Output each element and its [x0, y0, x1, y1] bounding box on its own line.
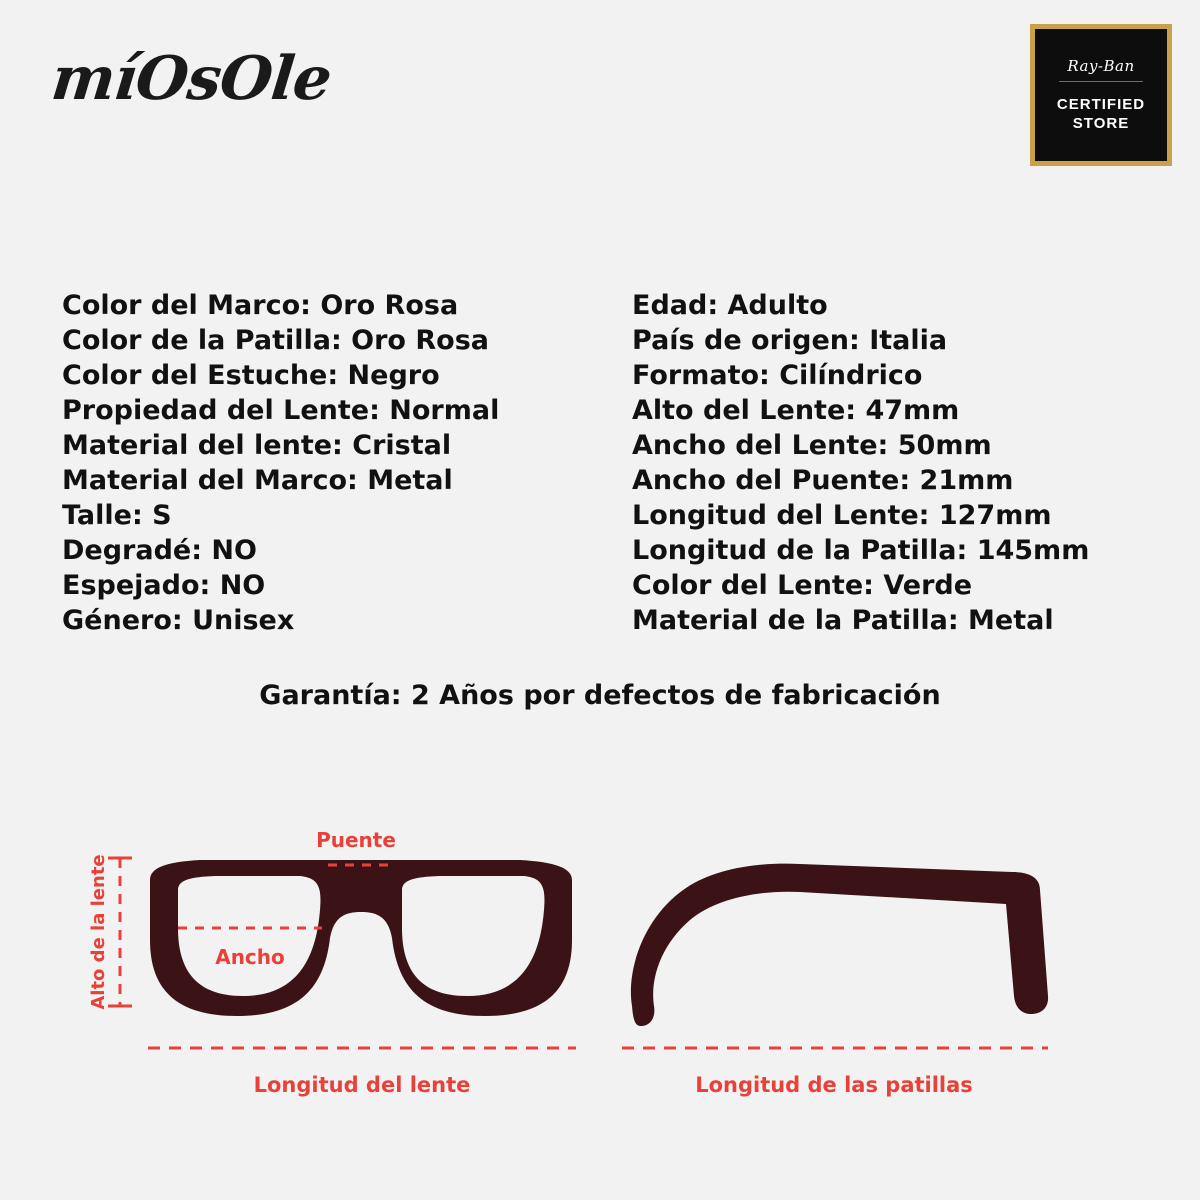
label-alto-de-la-lente: Alto de la lente	[88, 854, 109, 1010]
specs-right-column	[570, 288, 1200, 638]
spec-item: Material de la Patilla: Metal	[632, 605, 1054, 636]
brand-logo: míOsOle	[48, 44, 335, 114]
spec-item: Espejado: NO	[62, 570, 266, 601]
spec-item: Alto del Lente: 47mm	[632, 395, 960, 426]
ray-ban-logo: Ray-Ban	[1067, 56, 1135, 75]
spec-item: Material del Marco: Metal	[62, 465, 453, 496]
spec-item: País de origen: Italia	[632, 325, 948, 356]
eyeglasses-temple-illustration	[631, 864, 1048, 1026]
spec-item: Degradé: NO	[62, 535, 257, 566]
label-longitud-del-lente: Longitud del lente	[253, 1073, 471, 1097]
label-longitud-de-las-patillas: Longitud de las patillas	[695, 1073, 973, 1097]
spec-item: Ancho del Lente: 50mm	[632, 430, 992, 461]
spec-item: Formato: Cilíndrico	[632, 360, 923, 391]
spec-item: Propiedad del Lente: Normal	[62, 395, 500, 426]
spec-item: Color de la Patilla: Oro Rosa	[62, 325, 490, 356]
spec-item: Color del Marco: Oro Rosa	[62, 290, 459, 321]
front-length-annotation	[148, 1048, 576, 1097]
spec-item: Género: Unisex	[62, 605, 295, 636]
temple-length-annotation	[622, 1048, 1048, 1097]
label-ancho: Ancho	[215, 945, 285, 969]
certified-label: CERTIFIED	[1056, 95, 1146, 113]
spec-item: Color del Estuche: Negro	[62, 360, 440, 391]
lens-height-annotation	[88, 854, 132, 1009]
specs-left-column	[0, 288, 570, 638]
bridge-annotation	[316, 828, 396, 865]
ray-ban-certified-store-badge	[1030, 24, 1172, 166]
spec-item: Talle: S	[62, 500, 172, 531]
spec-item: Edad: Adulto	[632, 290, 828, 321]
badge-divider	[1059, 81, 1143, 82]
label-puente: Puente	[316, 828, 396, 852]
spec-item: Longitud del Lente: 127mm	[632, 500, 1052, 531]
spec-item: Material del lente: Cristal	[62, 430, 452, 461]
spec-item: Ancho del Puente: 21mm	[632, 465, 1014, 496]
specifications-table	[0, 288, 1200, 638]
spec-item: Color del Lente: Verde	[632, 570, 973, 601]
spec-item: Longitud de la Patilla: 145mm	[632, 535, 1090, 566]
page-header	[0, 0, 1200, 190]
measurement-diagram	[0, 820, 1200, 1150]
warranty-note: Garantía: 2 Años por defectos de fabricación	[259, 680, 941, 711]
store-label: STORE	[1072, 114, 1130, 132]
eyeglasses-front-illustration	[150, 860, 572, 1016]
